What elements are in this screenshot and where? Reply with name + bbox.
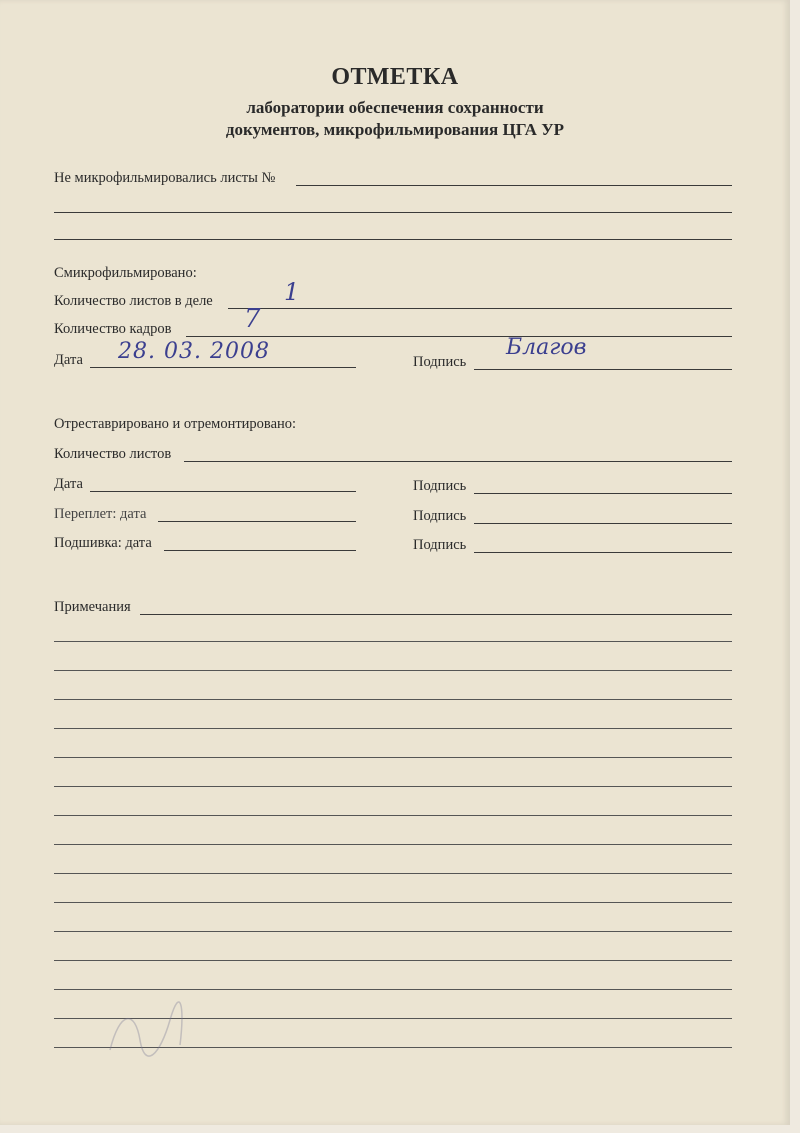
form-subtitle-line2: документов, микрофильмирования ЦГА УР bbox=[225, 120, 565, 139]
sewing-label: Подшивка: дата bbox=[54, 535, 152, 551]
signature-field[interactable] bbox=[474, 369, 732, 370]
sewing-date-field[interactable] bbox=[164, 550, 356, 551]
notes-line[interactable] bbox=[54, 960, 732, 961]
restored-signature-field[interactable] bbox=[474, 493, 732, 494]
notes-line[interactable] bbox=[54, 815, 732, 816]
notes-line[interactable] bbox=[54, 989, 732, 990]
restored-heading: Отреставрировано и отремонтировано: bbox=[54, 416, 297, 432]
notes-line[interactable] bbox=[54, 786, 732, 787]
notes-line[interactable] bbox=[54, 728, 732, 729]
binding-date-field[interactable] bbox=[158, 521, 356, 522]
notes-field[interactable] bbox=[140, 614, 732, 615]
form-subtitle-line1: лаборатории обеспечения сохранности bbox=[246, 98, 544, 117]
binding-signature-label: Подпись bbox=[413, 508, 467, 524]
restored-date-field[interactable] bbox=[90, 491, 356, 492]
notes-line[interactable] bbox=[54, 902, 732, 903]
notes-line[interactable] bbox=[54, 873, 732, 874]
notes-line[interactable] bbox=[54, 670, 732, 671]
date-label: Дата bbox=[54, 352, 83, 368]
date-value: 28. 03. 2008 bbox=[118, 339, 270, 364]
filmed-heading: Смикрофильмировано: bbox=[54, 265, 197, 281]
sewing-signature-label: Подпись bbox=[413, 537, 467, 553]
restored-sheets-label: Количество листов bbox=[54, 446, 172, 462]
notes-label: Примечания bbox=[54, 599, 131, 615]
not-filmed-field-continuation[interactable] bbox=[54, 212, 732, 213]
notes-line[interactable] bbox=[54, 641, 732, 642]
restored-signature-label: Подпись bbox=[413, 478, 467, 494]
bleed-through-scribble bbox=[100, 1000, 190, 1060]
restored-sheets-field[interactable] bbox=[184, 461, 732, 462]
signature-label: Подпись bbox=[413, 354, 467, 370]
notes-line[interactable] bbox=[54, 699, 732, 700]
sheets-count-field[interactable] bbox=[228, 308, 732, 309]
not-filmed-field[interactable] bbox=[296, 185, 732, 186]
signature-value: Благов bbox=[506, 335, 587, 360]
sheets-count-label: Количество листов в деле bbox=[54, 293, 213, 309]
notes-line[interactable] bbox=[54, 757, 732, 758]
binding-signature-field[interactable] bbox=[474, 523, 732, 524]
not-filmed-field-continuation[interactable] bbox=[54, 239, 732, 240]
not-filmed-label: Не микрофильмировались листы № bbox=[54, 170, 276, 186]
sheets-count-value: 1 bbox=[284, 278, 300, 306]
form-title: ОТМЕТКА bbox=[331, 64, 459, 90]
frames-count-field[interactable] bbox=[186, 336, 732, 337]
sewing-signature-field[interactable] bbox=[474, 552, 732, 553]
notes-line[interactable] bbox=[54, 844, 732, 845]
frames-count-value: 7 bbox=[244, 304, 261, 334]
restored-date-label: Дата bbox=[54, 476, 83, 492]
binding-label: Переплет: дата bbox=[54, 506, 147, 522]
date-field[interactable] bbox=[90, 367, 356, 368]
notes-line[interactable] bbox=[54, 931, 732, 932]
frames-count-label: Количество кадров bbox=[54, 321, 172, 337]
